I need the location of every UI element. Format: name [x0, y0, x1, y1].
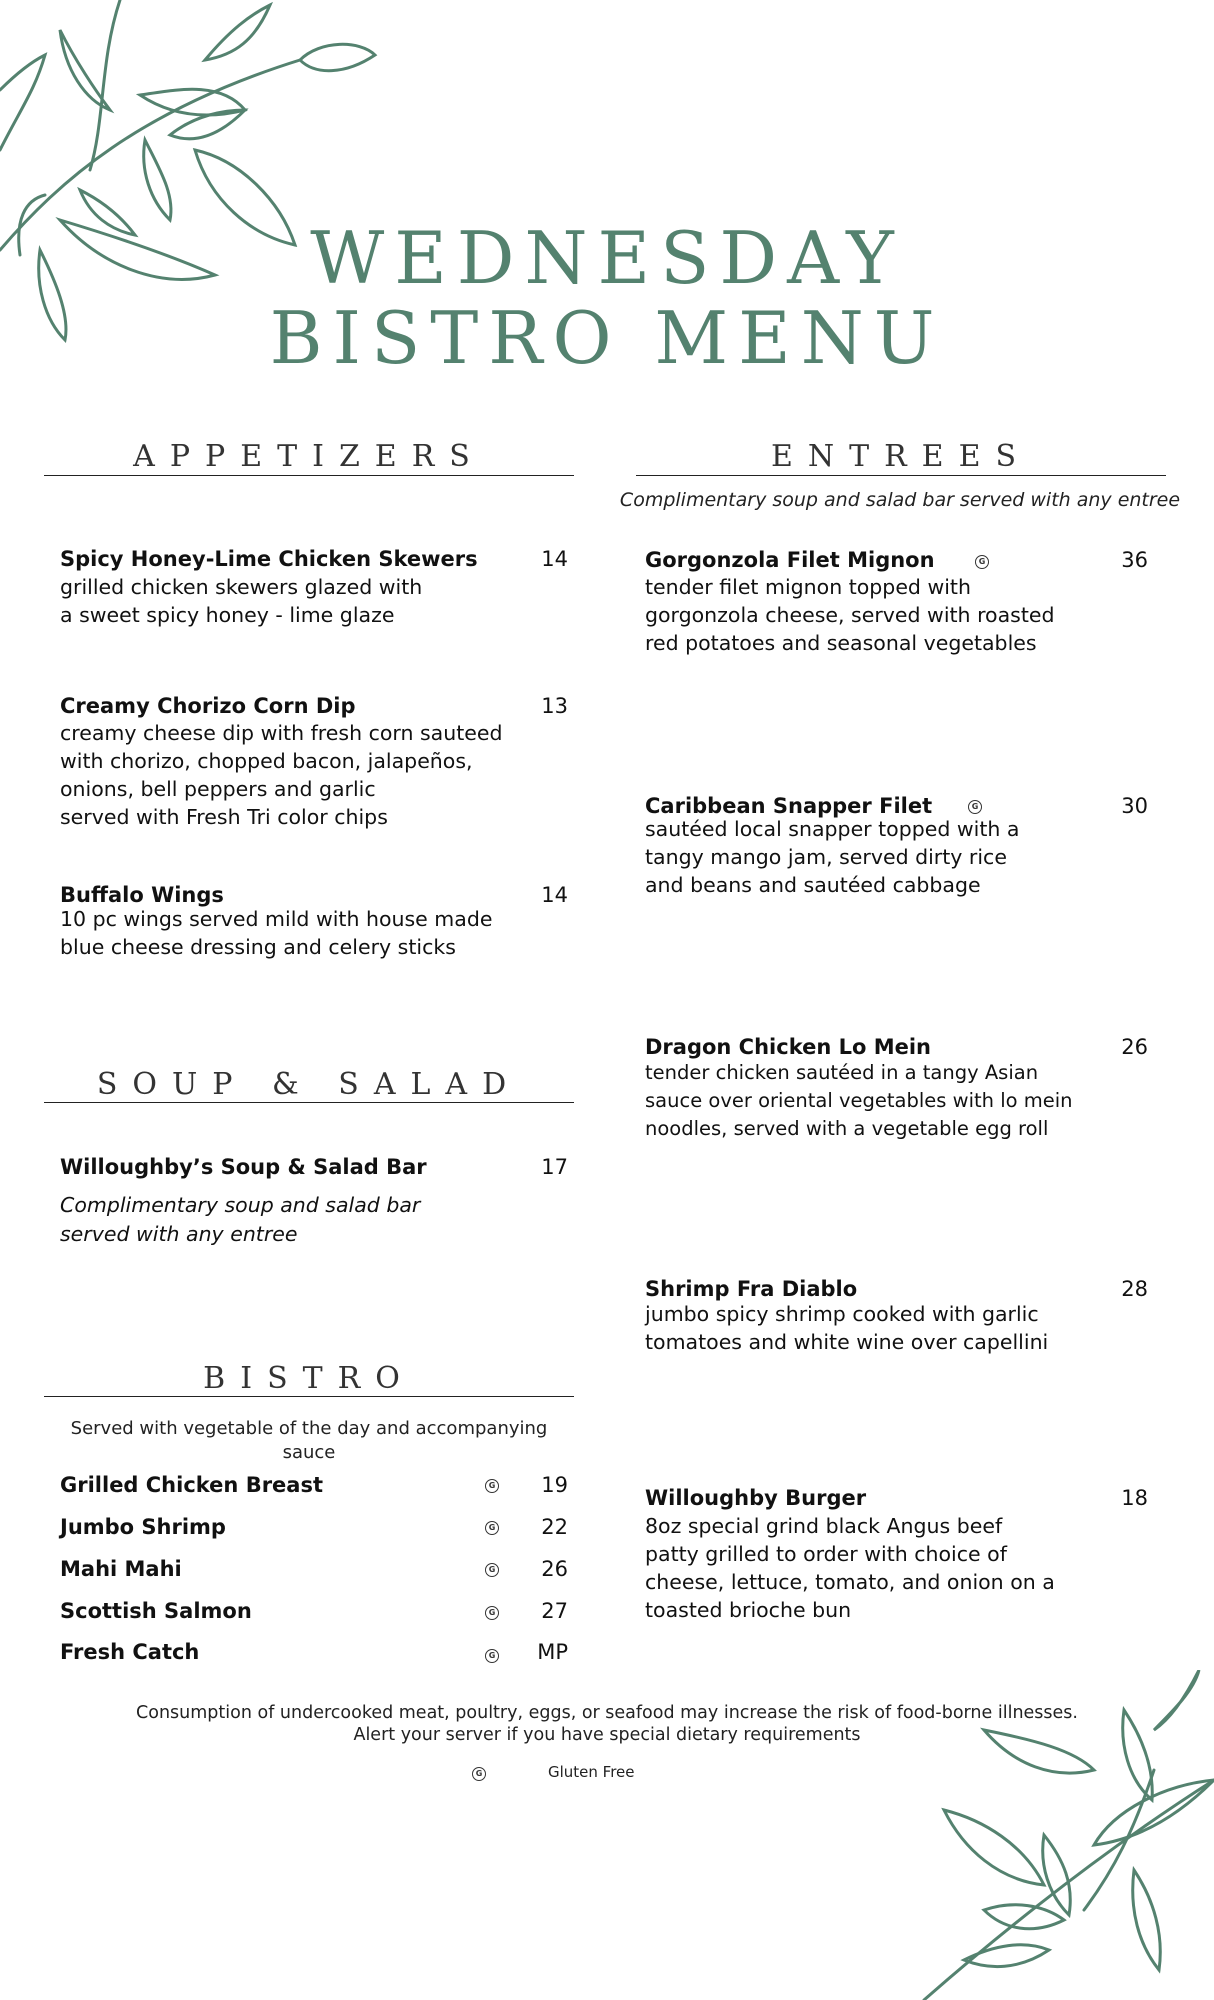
gluten-free-legend: Gluten Free: [548, 1763, 635, 1781]
item-price: 26: [1121, 1035, 1148, 1059]
page-title-line-2: BISTRO MENU: [269, 296, 945, 380]
item-price: 14: [541, 547, 568, 571]
item-name: Spicy Honey-Lime Chicken Skewers: [60, 547, 478, 571]
soup-salad-heading: SOUP & SALAD: [96, 1067, 522, 1102]
item-description: [60, 719, 502, 831]
item-name: Dragon Chicken Lo Mein: [645, 1035, 932, 1059]
item-description: [645, 1059, 1073, 1143]
description-line: 8oz special grind black Angus beef: [645, 1514, 1003, 1538]
item-description: [645, 573, 1055, 657]
description-line: and beans and sautéed cabbage: [645, 873, 981, 897]
item-price: 19: [541, 1473, 568, 1497]
item-description: [645, 815, 1019, 899]
description-line: tender chicken sautéed in a tangy Asian: [645, 1061, 1039, 1084]
description-line: tender filet mignon topped with: [645, 575, 971, 599]
description-line: a sweet spicy honey - lime glaze: [60, 603, 395, 627]
bistro-heading: BISTRO: [203, 1361, 415, 1396]
description-line: grilled chicken skewers glazed with: [60, 575, 423, 599]
item-price: 17: [541, 1155, 568, 1179]
item-name: Scottish Salmon: [60, 1599, 252, 1623]
item-price: 13: [541, 694, 568, 718]
description-line: served with any entree: [60, 1222, 298, 1246]
description-line: creamy cheese dip with fresh corn sauteed: [60, 721, 503, 745]
gluten-free-icon: G: [975, 555, 989, 569]
item-name: Willoughby Burger: [645, 1486, 867, 1510]
item-price: 22: [541, 1515, 568, 1539]
item-price: 30: [1121, 794, 1148, 818]
gluten-free-icon: G: [485, 1649, 499, 1663]
bistro-note: Served with vegetable of the day and accompanying sauce: [70, 1418, 548, 1464]
gluten-free-icon: G: [968, 800, 982, 814]
description-line: sautéed local snapper topped with a: [645, 817, 1020, 841]
item-name: Gorgonzola Filet Mignon: [645, 548, 935, 572]
description-line: cheese, lettuce, tomato, and onion on a: [645, 1570, 1055, 1594]
entrees-note: Complimentary soup and salad bar served with any entree: [619, 489, 1181, 511]
gluten-free-icon: G: [485, 1563, 499, 1577]
item-price: 26: [541, 1557, 568, 1581]
food-safety-notice: [0, 1702, 1214, 1746]
soup-salad-divider: [44, 1102, 574, 1103]
description-line: patty grilled to order with choice of: [645, 1542, 1007, 1566]
item-price: MP: [537, 1640, 568, 1664]
description-line: with chorizo, chopped bacon, jalapeños,: [60, 749, 473, 773]
item-name: Mahi Mahi: [60, 1557, 182, 1581]
item-name: Jumbo Shrimp: [60, 1515, 226, 1539]
description-line: gorgonzola cheese, served with roasted: [645, 603, 1055, 627]
item-name: Willoughby’s Soup & Salad Bar: [60, 1155, 427, 1179]
bistro-divider: [44, 1396, 574, 1397]
item-price: 27: [541, 1599, 568, 1623]
item-name: Creamy Chorizo Corn Dip: [60, 694, 356, 718]
description-line: jumbo spicy shrimp cooked with garlic: [645, 1302, 1039, 1326]
description-line: tangy mango jam, served dirty rice: [645, 845, 1007, 869]
item-description: [645, 1300, 1048, 1356]
entrees-heading: ENTREES: [770, 439, 1032, 474]
item-description: [60, 905, 492, 961]
description-line: sauce over oriental vegetables with lo mein: [645, 1089, 1073, 1112]
gluten-free-icon: G: [485, 1606, 499, 1620]
description-line: 10 pc wings served mild with house made: [60, 907, 493, 931]
gluten-free-icon: G: [472, 1767, 486, 1781]
item-name: Shrimp Fra Diablo: [645, 1277, 858, 1301]
item-description: [60, 573, 422, 629]
description-line: Complimentary soup and salad bar: [60, 1193, 421, 1217]
item-name: Caribbean Snapper Filet: [645, 794, 933, 818]
item-price: 18: [1121, 1486, 1148, 1510]
entrees-divider: [636, 475, 1166, 476]
item-name: Buffalo Wings: [60, 883, 224, 907]
page-title-line-1: WEDNESDAY: [310, 216, 904, 300]
item-description: [60, 1191, 420, 1249]
description-line: served with Fresh Tri color chips: [60, 805, 388, 829]
notice-line: Alert your server if you have special dietary requirements: [353, 1725, 861, 1745]
notice-line: Consumption of undercooked meat, poultry, eggs, or seafood may increase the risk of food-borne illnesses.: [136, 1703, 1078, 1723]
item-price: 14: [541, 883, 568, 907]
gluten-free-icon: G: [485, 1521, 499, 1535]
appetizers-heading: APPETIZERS: [133, 439, 485, 474]
description-line: onions, bell peppers and garlic: [60, 777, 376, 801]
gluten-free-icon: G: [485, 1479, 499, 1493]
item-price: 28: [1121, 1277, 1148, 1301]
description-line: toasted brioche bun: [645, 1598, 852, 1622]
description-line: noodles, served with a vegetable egg roll: [645, 1117, 1049, 1140]
description-line: red potatoes and seasonal vegetables: [645, 631, 1037, 655]
description-line: blue cheese dressing and celery sticks: [60, 935, 456, 959]
item-name: Grilled Chicken Breast: [60, 1473, 324, 1497]
item-name: Fresh Catch: [60, 1640, 200, 1664]
appetizers-divider: [44, 475, 574, 476]
description-line: tomatoes and white wine over capellini: [645, 1330, 1049, 1354]
item-description: [645, 1512, 1055, 1624]
item-price: 36: [1121, 548, 1148, 572]
